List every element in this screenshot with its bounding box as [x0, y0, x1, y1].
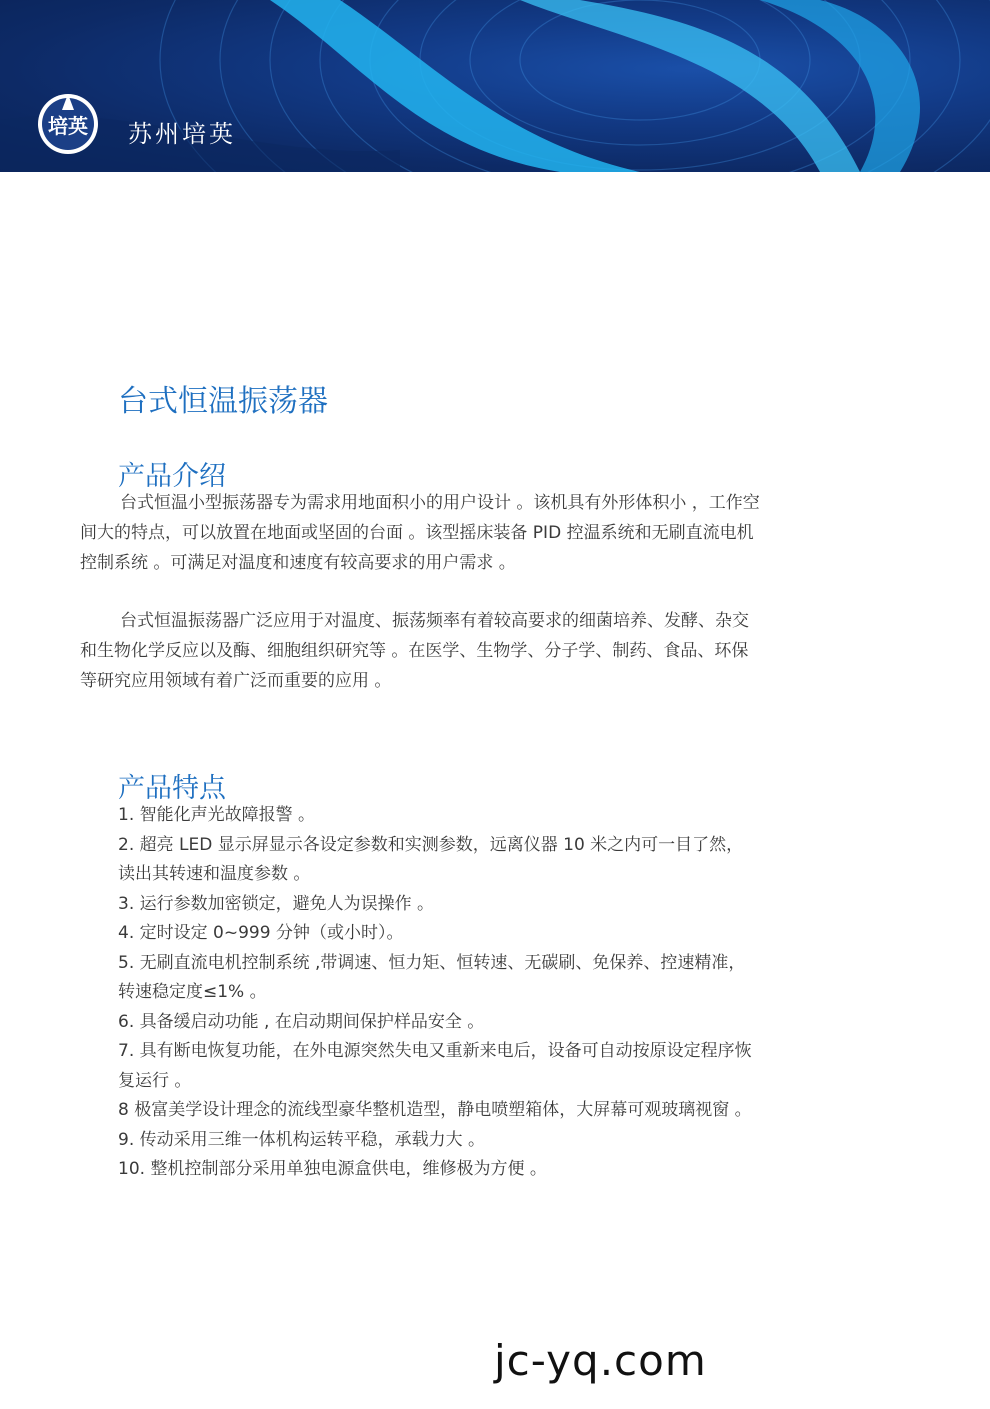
- intro-heading: 产品介绍: [118, 461, 226, 492]
- header-banner: [0, 0, 990, 172]
- website-url: jc-yq.com: [494, 1336, 707, 1385]
- feature-item: 6. 具备缓启动功能 , 在启动期间保护样品安全 。: [118, 1011, 485, 1032]
- product-title: 台式恒温振荡器: [118, 384, 328, 419]
- logo-text: 培英: [48, 114, 88, 138]
- intro-paragraph-1: 台式恒温小型振荡器专为需求用地面积小的用户设计 。该机具有外形体积小 ，工作空间大的特点，可以放置在地面或坚固的台面 。该型摇床装备 PID 控温系统和无刷直流电机控制系统 。可满足对温度和速度有较高要求的用户需求 。: [80, 493, 760, 573]
- feature-item: 8 极富美学设计理念的流线型豪华整机造型，静电喷塑箱体，大屏幕可观玻璃视窗 。: [118, 1100, 752, 1120]
- brand-name: 苏州培英: [128, 120, 236, 148]
- feature-item: 4. 定时设定 0~999 分钟（或小时）。: [118, 923, 404, 943]
- features-heading: 产品特点: [118, 773, 226, 804]
- feature-item: 1. 智能化声光故障报警 。: [118, 805, 316, 825]
- company-logo: [34, 88, 102, 156]
- feature-item: 2. 超亮 LED 显示屏显示各设定参数和实测参数，远离仪器 10 米之内可一目了然，读出其转速和温度参数 。: [118, 834, 744, 884]
- feature-item: 10. 整机控制部分采用单独电源盒供电，维修极为方便 。: [118, 1159, 547, 1179]
- features-list: [118, 801, 758, 1185]
- feature-item: 9. 传动采用三维一体机构运转平稳，承载力大 。: [118, 1129, 486, 1150]
- feature-item: 5. 无刷直流电机控制系统 ,带调速、恒力矩、恒转速、无碳刷、免保养、控速精准，转速稳定度≤1% 。: [118, 952, 746, 1002]
- intro-paragraph-2: 台式恒温振荡器广泛应用于对温度、振荡频率有着较高要求的细菌培养、发酵、杂交和生物化学反应以及酶、细胞组织研究等 。在医学、生物学、分子学、制药、食品、环保等研究应用领域有着广泛而重要的应用 。: [80, 611, 749, 691]
- feature-item: 7. 具有断电恢复功能，在外电源突然失电又重新来电后，设备可自动按原设定程序恢复运行 。: [118, 1041, 752, 1091]
- feature-item: 3. 运行参数加密锁定，避免人为误操作 。: [118, 893, 435, 914]
